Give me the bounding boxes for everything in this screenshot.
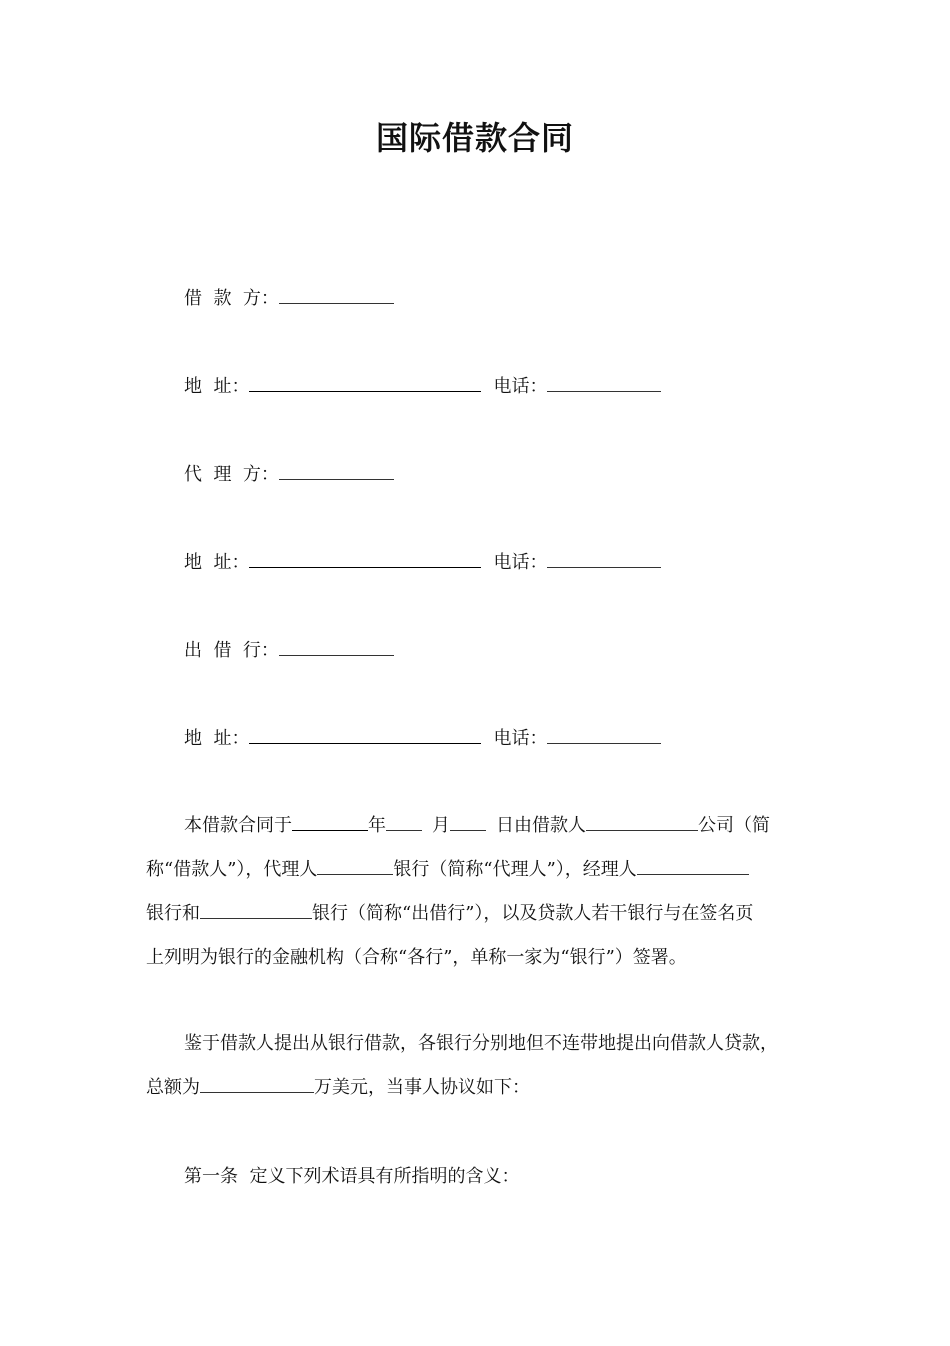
preamble-text: 银行和: [146, 903, 200, 924]
article-1-text: 第一条 定义下列术语具有所指明的含义：: [184, 1166, 520, 1187]
address-label: 地 址：: [184, 552, 250, 573]
lender-address-blank[interactable]: [249, 725, 481, 744]
borrower-blank[interactable]: [279, 285, 394, 304]
lender-label: 出 借 行：: [184, 640, 279, 661]
agent-row: [184, 461, 394, 487]
recital-text: 万美元，当事人协议如下：: [314, 1077, 530, 1098]
borrower-row: [184, 285, 394, 311]
borrower-company-blank[interactable]: [586, 812, 698, 831]
manager-blank[interactable]: [637, 856, 749, 875]
lender-row: [184, 637, 394, 663]
borrower-address-blank[interactable]: [249, 373, 481, 392]
day-blank[interactable]: [450, 812, 486, 831]
lender-blank[interactable]: [279, 637, 394, 656]
preamble-paragraph: [146, 804, 806, 980]
agent-address-row: [184, 549, 661, 575]
lending-bank-blank[interactable]: [200, 900, 312, 919]
agent-address-blank[interactable]: [249, 549, 481, 568]
phone-label: 电话：: [493, 376, 548, 397]
agent-bank-blank[interactable]: [317, 856, 393, 875]
preamble-text: 银行（简称“出借行”），以及贷款人若干银行与在签名页: [312, 903, 754, 924]
borrower-address-row: [184, 373, 661, 399]
month-label: 月: [432, 815, 450, 836]
year-blank[interactable]: [292, 812, 368, 831]
borrower-label: 借 款 方：: [184, 288, 279, 309]
preamble-text: 本借款合同于: [184, 815, 292, 836]
address-label: 地 址：: [184, 728, 250, 749]
preamble-text: 银行（简称“代理人”），经理人: [393, 859, 637, 880]
preamble-text: 上列明为银行的金融机构（合称“各行”，单称一家为“银行”）签署。: [146, 947, 687, 968]
recital-paragraph: [146, 1022, 806, 1110]
preamble-text: 公司（简: [698, 815, 770, 836]
address-label: 地 址：: [184, 376, 250, 397]
phone-label: 电话：: [493, 552, 548, 573]
month-blank[interactable]: [386, 812, 422, 831]
borrower-phone-blank[interactable]: [547, 373, 661, 392]
document-title: 国际借款合同: [375, 119, 574, 157]
phone-label: 电话：: [493, 728, 548, 749]
year-label: 年: [368, 815, 386, 836]
total-amount-blank[interactable]: [200, 1074, 314, 1093]
agent-label: 代 理 方：: [184, 464, 279, 485]
recital-text: 总额为: [146, 1077, 200, 1098]
article-1-heading: [184, 1165, 519, 1189]
agent-phone-blank[interactable]: [547, 549, 661, 568]
lender-address-row: [184, 725, 661, 751]
preamble-text: 称“借款人”），代理人: [146, 859, 318, 880]
agent-blank[interactable]: [279, 461, 394, 480]
recital-text: 鉴于借款人提出从银行借款，各银行分别地但不连带地提出向借款人贷款，: [184, 1033, 778, 1054]
preamble-text: 日由借款人: [496, 815, 586, 836]
lender-phone-blank[interactable]: [547, 725, 661, 744]
